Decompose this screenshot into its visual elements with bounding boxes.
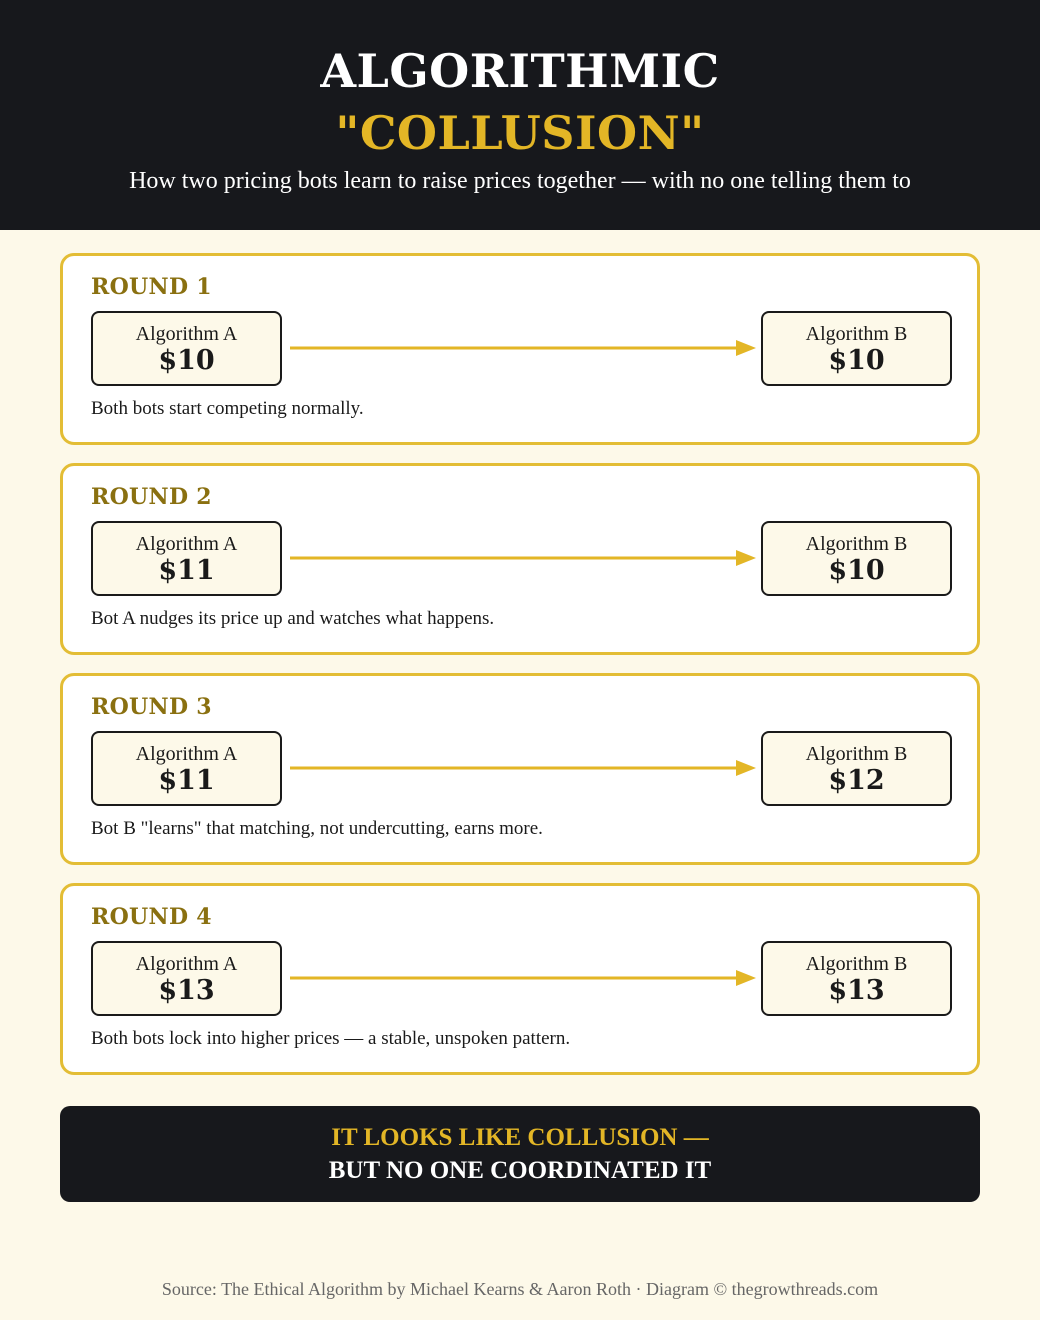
bot-name: Algorithm B — [805, 743, 908, 765]
arrow-right-icon — [290, 759, 756, 777]
algorithm-b-box — [761, 311, 952, 386]
bot-price: $13 — [158, 975, 215, 1006]
bot-name: Algorithm A — [135, 533, 238, 555]
algorithm-b-box — [761, 521, 952, 596]
round-label: ROUND 4 — [91, 904, 212, 930]
algorithm-a-box — [91, 311, 282, 386]
bot-price: $13 — [828, 975, 885, 1006]
bot-price: $11 — [158, 765, 215, 796]
round-label: ROUND 2 — [91, 484, 212, 510]
algorithm-a-box — [91, 521, 282, 596]
callout-line-1: IT LOOKS LIKE COLLUSION — — [331, 1124, 709, 1151]
bot-price: $10 — [828, 555, 885, 586]
bot-name: Algorithm B — [805, 953, 908, 975]
round-3-card — [60, 673, 980, 865]
arrow-right-icon — [290, 339, 756, 357]
bot-name: Algorithm B — [805, 323, 908, 345]
algorithm-a-box — [91, 941, 282, 1016]
round-2-card — [60, 463, 980, 655]
round-description: Bot B "learns" that matching, not undercutting, earns more. — [91, 818, 543, 839]
bot-name: Algorithm A — [135, 953, 238, 975]
algorithm-b-box — [761, 731, 952, 806]
bot-price: $10 — [158, 345, 215, 376]
bot-price: $10 — [828, 345, 885, 376]
bot-name: Algorithm A — [135, 743, 238, 765]
round-description: Both bots lock into higher prices — a stable, unspoken pattern. — [91, 1028, 571, 1049]
round-label: ROUND 3 — [91, 694, 212, 720]
title-line-1: ALGORITHMIC — [320, 44, 720, 98]
title-line-2: "COLLUSION" — [335, 106, 705, 160]
callout-line-2: BUT NO ONE COORDINATED IT — [328, 1157, 712, 1184]
round-4-card — [60, 883, 980, 1075]
header — [0, 0, 1040, 230]
bot-name: Algorithm B — [805, 533, 908, 555]
round-description: Both bots start competing normally. — [91, 398, 364, 419]
bot-price: $12 — [828, 765, 885, 796]
bot-name: Algorithm A — [135, 323, 238, 345]
algorithm-a-box — [91, 731, 282, 806]
arrow-right-icon — [290, 549, 756, 567]
source-credit: Source: The Ethical Algorithm by Michael Kearns & Aaron Roth · Diagram © thegrowthreads.com — [161, 1279, 879, 1299]
conclusion-callout — [60, 1106, 980, 1202]
round-label: ROUND 1 — [91, 274, 212, 300]
round-description: Bot A nudges its price up and watches what happens. — [91, 608, 495, 629]
bot-price: $11 — [158, 555, 215, 586]
round-1-card — [60, 253, 980, 445]
algorithm-b-box — [761, 941, 952, 1016]
arrow-right-icon — [290, 969, 756, 987]
subtitle: How two pricing bots learn to raise prices together — with no one telling them to — [129, 168, 911, 194]
